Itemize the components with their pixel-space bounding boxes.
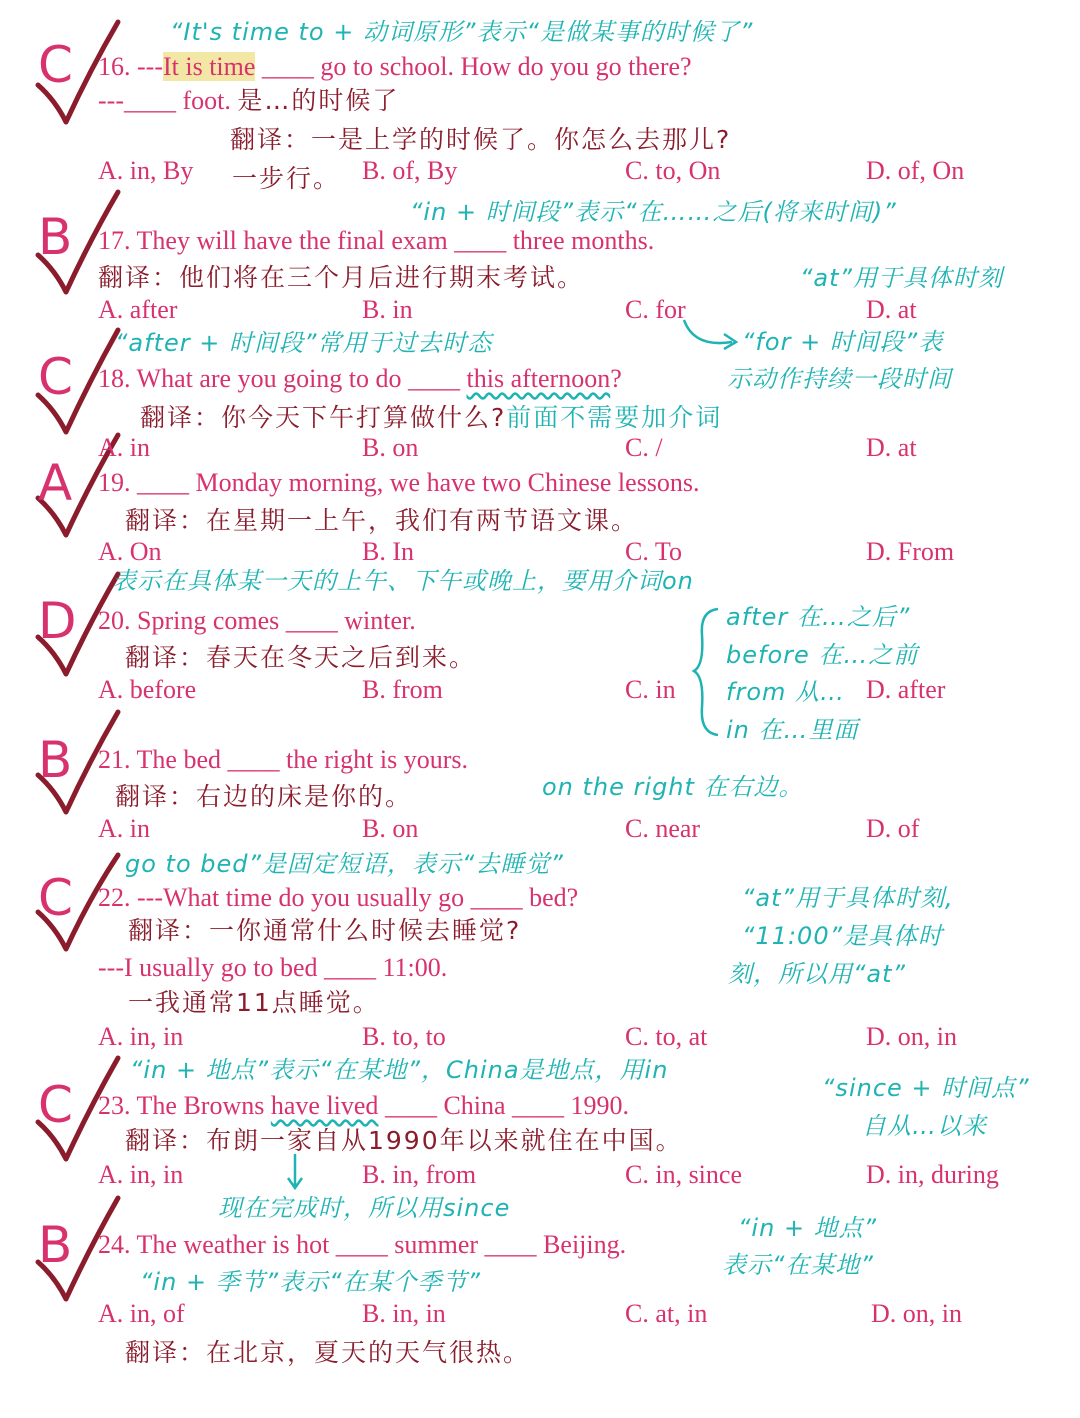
arrow-icon xyxy=(680,318,742,354)
q23-line1 xyxy=(98,1093,629,1119)
q18-note-top-right: “for + 时间段”表 xyxy=(742,328,944,356)
q22-translation-1: 翻译：一你通常什么时候去睡觉? xyxy=(128,916,522,945)
q24-translation: 翻译：在北京，夏天的天气很热。 xyxy=(125,1338,531,1367)
q19-option-d: D. From xyxy=(866,537,955,566)
q21-option-d: D. of xyxy=(866,814,920,843)
q17-note-top: “in + 时间段”表示“在……之后(将来时间)” xyxy=(410,198,897,226)
q23-option-c: C. in, since xyxy=(625,1160,742,1189)
q22-line1: 22. ---What time do you usually go ____ bed? xyxy=(98,883,579,912)
q21-option-c: C. near xyxy=(625,814,701,843)
q19-option-c: C. To xyxy=(625,537,682,566)
q23-prefix: 23. The Browns xyxy=(98,1091,271,1120)
q24-note-right-2: 表示“在某地” xyxy=(722,1251,874,1279)
q17-option-c: C. for xyxy=(625,295,686,324)
q22-option-d: D. on, in xyxy=(866,1022,957,1051)
q24-option-d: D. on, in xyxy=(871,1299,962,1328)
q22-option-c: C. to, at xyxy=(625,1022,708,1051)
grade-23: C xyxy=(38,1076,73,1134)
q16-highlight: It is time xyxy=(162,52,256,81)
q19-option-b: B. In xyxy=(362,537,414,566)
q23-note-right-2: 自从…以来 xyxy=(862,1112,987,1140)
q20-brace-note-3: from 从… xyxy=(726,678,846,706)
q17-line1: 17. They will have the final exam ____ three months. xyxy=(98,226,655,255)
q18-prefix: 18. What are you going to do ____ xyxy=(98,364,467,393)
q16-option-c: C. to, On xyxy=(625,156,721,185)
q19-note-below: 表示在具体某一天的上午、下午或晚上，要用介词on xyxy=(112,567,694,595)
q21-option-a: A. in xyxy=(98,814,150,843)
q22-line2: ---I usually go to bed ____ 11:00. xyxy=(98,953,448,982)
q16-option-d: D. of, On xyxy=(866,156,965,185)
q16-translation-2: 一步行。 xyxy=(232,164,341,193)
q24-option-a: A. in, of xyxy=(98,1299,185,1328)
q16-option-b: B. of, By xyxy=(362,156,458,185)
q24-option-c: C. at, in xyxy=(625,1299,708,1328)
q21-note-right: on the right 在右边。 xyxy=(542,773,804,801)
q18-option-b: B. on xyxy=(362,433,419,462)
grade-24: B xyxy=(38,1216,73,1274)
q23-note-below: 现在完成时，所以用since xyxy=(218,1194,511,1222)
q16-line2-text: ---____ foot. xyxy=(98,86,231,115)
q23-option-d: D. in, during xyxy=(866,1160,999,1189)
grade-22: C xyxy=(38,869,73,927)
q22-translation-2: 一我通常11点睡觉。 xyxy=(128,988,380,1017)
q23-option-b: B. in, from xyxy=(362,1160,477,1189)
q23-option-a: A. in, in xyxy=(98,1160,184,1189)
q22-note-right-3: 刻，所以用“at” xyxy=(728,960,906,988)
q18-note-top-left: “after + 时间段”常用于过去时态 xyxy=(115,329,493,357)
arrow-down-icon xyxy=(285,1152,305,1192)
q20-brace-note-1: after 在…之后” xyxy=(726,603,911,631)
q24-line1: 24. The weather is hot ____ summer ____ Beijing. xyxy=(98,1230,627,1259)
q24-option-b: B. in, in xyxy=(362,1299,446,1328)
q20-option-d: D. after xyxy=(866,675,946,704)
q18-option-c: C. / xyxy=(625,433,663,462)
grade-21: B xyxy=(38,731,73,789)
q22-note-right-2: “11:00”是具体时 xyxy=(742,922,944,950)
q20-brace-note-4: in 在…里面 xyxy=(726,716,859,744)
q18-translation-text: 翻译：你今天下午打算做什么? xyxy=(140,403,507,432)
q16-line1 xyxy=(98,54,692,80)
q20-line1: 20. Spring comes ____ winter. xyxy=(98,606,416,635)
q18-option-a: A. in xyxy=(98,433,150,462)
q23-rest: ____ China ____ 1990. xyxy=(378,1091,630,1120)
q21-option-b: B. on xyxy=(362,814,419,843)
q17-translation: 翻译：他们将在三个月后进行期末考试。 xyxy=(98,263,585,292)
q18-wavy: this afternoon xyxy=(466,364,611,393)
grade-20: D xyxy=(38,592,77,650)
grade-19: A xyxy=(38,454,73,512)
q20-option-b: B. from xyxy=(362,675,443,704)
q17-option-a: A. after xyxy=(98,295,178,324)
q20-option-c: C. in xyxy=(625,675,676,704)
q23-wavy: have lived xyxy=(270,1091,379,1120)
q18-end: ? xyxy=(610,364,622,393)
q23-note-top: “in + 地点”表示“在某地”，China是地点，用in xyxy=(130,1056,669,1084)
q22-note-right-1: “at”用于具体时刻, xyxy=(742,884,954,912)
q16-note-inline: 是…的时候了 xyxy=(237,86,400,115)
q17-option-d: D. at xyxy=(866,295,917,324)
grade-17: B xyxy=(38,208,73,266)
q18-note-right2: 示动作持续一段时间 xyxy=(727,365,952,393)
q16-rest: ____ go to school. How do you go there? xyxy=(255,52,692,81)
q16-line2 xyxy=(98,88,399,114)
q21-translation: 翻译：右边的床是你的。 xyxy=(115,782,413,811)
q18-option-d: D. at xyxy=(866,433,917,462)
q23-note-right-1: “since + 时间点” xyxy=(822,1074,1030,1102)
grade-16: C xyxy=(38,36,73,94)
q23-translation: 翻译：布朗一家自从1990年以来就住在中国。 xyxy=(125,1126,683,1155)
q16-prefix: 16. --- xyxy=(98,52,163,81)
q18-note-inline: 前面不需要加介词 xyxy=(506,403,723,432)
q24-note-below: “in + 季节”表示“在某个季节” xyxy=(140,1268,481,1296)
q16-translation-1: 翻译：一是上学的时候了。你怎么去那儿? xyxy=(230,125,732,154)
q18-line1 xyxy=(98,366,622,392)
q20-translation: 翻译：春天在冬天之后到来。 xyxy=(125,643,477,672)
q22-note-top: go to bed”是固定短语，表示“去睡觉” xyxy=(125,850,564,878)
q19-option-a: A. On xyxy=(98,537,162,566)
grade-18: C xyxy=(38,348,73,406)
q20-option-a: A. before xyxy=(98,675,197,704)
q18-translation xyxy=(140,405,722,430)
q17-option-b: B. in xyxy=(362,295,413,324)
q22-option-a: A. in, in xyxy=(98,1022,184,1051)
brace-icon xyxy=(690,605,726,740)
q24-note-right-1: “in + 地点” xyxy=(738,1214,878,1242)
q16-note-top: “It's time to + 动词原形”表示“是做某事的时候了” xyxy=(170,18,754,46)
q22-option-b: B. to, to xyxy=(362,1022,446,1051)
q21-line1: 21. The bed ____ the right is yours. xyxy=(98,745,468,774)
q19-line1: 19. ____ Monday morning, we have two Chinese lessons. xyxy=(98,468,700,497)
q16-option-a: A. in, By xyxy=(98,156,194,185)
q19-translation: 翻译：在星期一上午，我们有两节语文课。 xyxy=(125,506,639,535)
q20-brace-note-2: before 在…之前 xyxy=(726,641,919,669)
q17-note-right: “at”用于具体时刻 xyxy=(800,264,1003,292)
